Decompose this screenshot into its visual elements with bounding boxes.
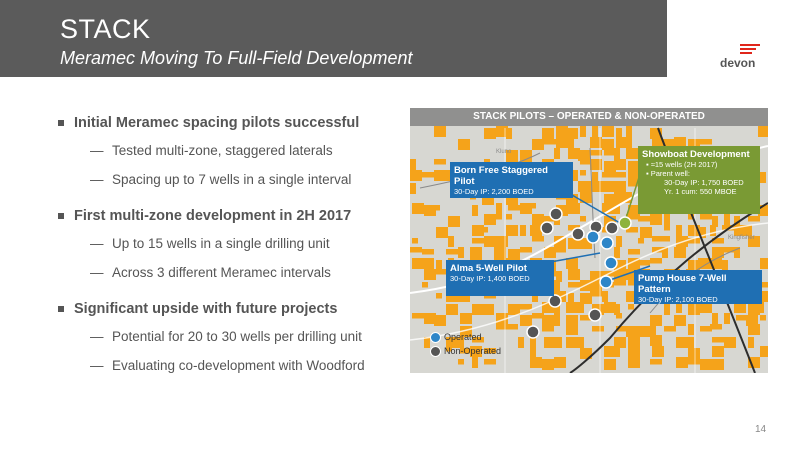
acreage-block (614, 172, 626, 178)
acreage-block (422, 258, 434, 269)
acreage-block (578, 302, 584, 313)
acreage-block (652, 236, 664, 242)
acreage-block (602, 126, 614, 137)
slide-title: STACK (60, 14, 151, 44)
acreage-block (688, 348, 700, 359)
acreage-block (554, 148, 560, 159)
acreage-block (412, 238, 418, 244)
acreage-block (628, 304, 634, 310)
acreage-block (520, 315, 532, 326)
acreage-block (640, 227, 652, 238)
stack-pilots-map (410, 108, 768, 373)
acreage-block (446, 304, 458, 315)
acreage-block (568, 269, 580, 280)
acreage-block (688, 304, 700, 315)
acreage-block (698, 258, 710, 269)
acreage-block (710, 324, 722, 330)
acreage-block (712, 313, 718, 324)
acreage-block (664, 225, 670, 231)
sub-bullet-item: — Tested multi-zone, staggered laterals (90, 143, 333, 158)
sub-bullet-text: Tested multi-zone, staggered laterals (112, 143, 333, 158)
square-bullet-icon (58, 213, 64, 219)
acreage-block (700, 214, 712, 220)
callout-title: Born Free Staggered Pilot (454, 165, 548, 187)
acreage-block (410, 247, 422, 253)
acreage-block (496, 203, 502, 214)
logo-text: devon (720, 56, 756, 70)
map-legend (428, 330, 528, 366)
bullet-text: Significant upside with future projects (74, 301, 338, 317)
bullet-list (58, 112, 398, 375)
showboat-well-marker (619, 217, 631, 229)
acreage-block (530, 357, 542, 368)
acreage-block (412, 313, 424, 319)
bullet-text: First multi-zone development in 2H 2017 (74, 208, 352, 224)
acreage-block (592, 326, 604, 332)
map-title: STACK PILOTS – OPERATED & NON-OPERATED (410, 108, 768, 126)
acreage-block (614, 346, 620, 357)
acreage-block (760, 315, 766, 321)
acreage-block (458, 247, 464, 258)
acreage-block (542, 128, 554, 139)
acreage-block (638, 326, 650, 337)
acreage-block (410, 183, 416, 194)
sub-bullet-text: Spacing up to 7 wells in a single interval (112, 172, 352, 187)
acreage-block (508, 304, 520, 315)
alma-callout (446, 260, 554, 296)
acreage-block (712, 337, 724, 343)
acreage-block (688, 337, 694, 348)
acreage-block (556, 271, 562, 282)
acreage-block (616, 313, 622, 319)
acreage-block (604, 359, 616, 370)
square-bullet-icon (58, 306, 64, 312)
callout-line: ▪ Parent well: (646, 169, 690, 178)
acreage-block (748, 324, 760, 335)
acreage-block (494, 247, 506, 258)
acreage-block (638, 260, 650, 266)
showboat-callout (638, 146, 760, 214)
callout-line: Yr. 1 cum: 550 MBOE (664, 187, 737, 196)
acreage-block (650, 258, 662, 264)
acreage-block (544, 337, 556, 348)
acreage-block (556, 337, 562, 348)
logo-mark-icon (740, 44, 760, 56)
acreage-block (434, 170, 446, 181)
square-bullet-icon (58, 120, 64, 126)
acreage-block (566, 337, 578, 348)
acreage-block (724, 337, 736, 348)
acreage-block (506, 225, 518, 236)
acreage-block (554, 315, 560, 326)
acreage-block (544, 139, 556, 145)
acreage-block (542, 359, 554, 370)
acreage-block (496, 214, 502, 220)
acreage-block (448, 236, 454, 247)
acreage-block (446, 249, 458, 255)
callout-title: Alma 5-Well Pilot (450, 263, 527, 274)
bullet-text: Initial Meramec spacing pilots successful (74, 115, 360, 131)
acreage-block (650, 315, 662, 326)
acreage-block (724, 214, 730, 225)
acreage-block (580, 216, 586, 222)
sub-bullet-item: — Spacing up to 7 wells in a single interval (90, 172, 352, 187)
acreage-block (674, 315, 686, 326)
acreage-block (638, 238, 644, 244)
header-band (0, 0, 667, 77)
acreage-block (602, 139, 614, 150)
non-operated-well-marker (589, 309, 601, 321)
acreage-block (530, 225, 542, 236)
sub-bullet-item: — Potential for 20 to 30 wells per drilling unit (90, 329, 362, 344)
operated-well-marker (600, 276, 612, 288)
acreage-block (422, 249, 434, 255)
acreage-block (712, 359, 724, 370)
non-operated-well-marker (550, 208, 562, 220)
acreage-block (520, 304, 532, 310)
acreage-block (664, 326, 676, 332)
callout-line: ▪ ≈15 wells (2H 2017) (646, 160, 718, 169)
acreage-block (580, 126, 586, 137)
acreage-block (472, 205, 478, 216)
sub-bullet-text: Across 3 different Meramec intervals (112, 265, 331, 280)
sub-bullet-text: Potential for 20 to 30 wells per drilling unit (112, 329, 362, 344)
acreage-block (628, 346, 640, 357)
acreage-block (410, 170, 422, 181)
acreage-block (520, 225, 526, 236)
pump-house-callout (634, 270, 762, 304)
acreage-block (530, 346, 536, 357)
acreage-block (688, 324, 694, 335)
acreage-block (542, 326, 554, 332)
acreage-block (760, 346, 768, 357)
acreage-block (580, 170, 586, 176)
acreage-block (568, 203, 580, 214)
bullet-item (58, 205, 398, 227)
callout-title: Pump House 7-Well Pattern (638, 273, 727, 295)
acreage-block (674, 247, 686, 258)
acreage-block (458, 139, 470, 150)
acreage-block (616, 236, 622, 247)
acreage-block (496, 236, 508, 247)
acreage-block (760, 258, 768, 269)
acreage-block (532, 236, 544, 242)
acreage-block (748, 337, 754, 348)
acreage-block (568, 282, 580, 288)
bullet-item (58, 112, 398, 134)
page-number: 14 (755, 424, 767, 435)
acreage-block (710, 225, 716, 236)
acreage-block (506, 214, 512, 220)
acreage-block (700, 139, 712, 145)
acreage-block (614, 159, 626, 170)
callout-detail: 30-Day IP: 2,200 BOED (454, 187, 534, 196)
acreage-block (602, 291, 608, 302)
acreage-block (650, 214, 662, 225)
callout-detail: 30-Day IP: 1,400 BOED (450, 274, 530, 283)
acreage-block (578, 181, 590, 192)
acreage-block (628, 249, 640, 255)
acreage-block (724, 313, 730, 324)
acreage-block (506, 128, 512, 139)
non-operated-well-marker (606, 222, 618, 234)
acreage-block (436, 293, 442, 299)
operated-well-marker (605, 257, 617, 269)
acreage-block (422, 172, 434, 178)
acreage-block (484, 214, 496, 225)
acreage-block (758, 126, 768, 137)
acreage-block (712, 346, 724, 357)
callout-detail: 30-Day IP: 2,100 BOED (638, 295, 718, 304)
operated-well-marker (587, 231, 599, 243)
acreage-block (434, 126, 446, 137)
born-free-callout (450, 162, 573, 198)
acreage-block (578, 337, 584, 348)
acreage-block (638, 216, 650, 222)
acreage-block (530, 203, 536, 209)
acreage-block (664, 214, 670, 225)
acreage-block (676, 225, 682, 236)
acreage-block (566, 302, 578, 313)
acreage-block (532, 139, 544, 150)
callout-title: Showboat Development (642, 149, 750, 160)
legend-label: Operated (444, 332, 482, 342)
acreage-block (650, 335, 662, 346)
acreage-block (664, 236, 670, 242)
callout-line: 30-Day IP: 1,750 BOED (664, 178, 744, 187)
place-label-top: Kluno (496, 149, 512, 155)
devon-logo (720, 44, 760, 70)
acreage-block (748, 216, 760, 222)
acreage-block (614, 280, 626, 286)
acreage-block (482, 304, 494, 315)
acreage-block (602, 181, 614, 192)
non-operated-well-marker (572, 228, 584, 240)
non-operated-dot-icon (430, 346, 441, 357)
slide-subtitle: Meramec Moving To Full-Field Development (60, 48, 413, 68)
sub-bullet-text: Up to 15 wells in a single drilling unit (112, 236, 330, 251)
legend-item-non-operated (428, 344, 528, 358)
bullet-item (58, 298, 398, 320)
operated-well-marker (601, 237, 613, 249)
acreage-block (554, 247, 566, 253)
acreage-block (652, 346, 664, 357)
acreage-block (412, 203, 424, 214)
acreage-block (470, 247, 482, 258)
acreage-block (760, 172, 766, 183)
legend-item-operated (428, 330, 528, 344)
acreage-block (700, 359, 712, 370)
acreage-block (592, 126, 598, 137)
acreage-block (484, 128, 496, 139)
non-operated-well-marker (527, 326, 539, 338)
acreage-block (628, 357, 640, 368)
acreage-block (676, 357, 688, 368)
operated-dot-icon (430, 332, 441, 343)
acreage-block (520, 247, 532, 253)
acreage-block (554, 357, 566, 368)
acreage-block (602, 172, 614, 178)
place-label-right: Kingfisher (728, 235, 755, 241)
sub-bullet-item: — Evaluating co-development with Woodford (90, 358, 365, 373)
acreage-block (410, 159, 416, 170)
acreage-block (614, 247, 620, 258)
acreage-block (448, 216, 460, 227)
acreage-block (484, 236, 496, 247)
non-operated-well-marker (549, 295, 561, 307)
sub-bullet-text: Evaluating co-development with Woodford (112, 358, 365, 373)
acreage-block (436, 227, 448, 238)
acreage-block (626, 126, 632, 137)
acreage-block (424, 269, 436, 280)
acreage-block (650, 359, 662, 365)
legend-label: Non-Operated (444, 346, 502, 356)
acreage-block (566, 324, 578, 335)
acreage-block (626, 148, 638, 159)
acreage-block (422, 282, 428, 288)
acreage-block (626, 326, 638, 337)
acreage-block (614, 148, 620, 159)
acreage-block (434, 315, 446, 326)
sub-bullet-item: — Up to 15 wells in a single drilling unit (90, 236, 330, 251)
acreage-block (434, 205, 440, 211)
acreage-block (614, 181, 626, 192)
acreage-block (688, 359, 700, 365)
acreage-block (566, 258, 578, 269)
acreage-block (722, 247, 734, 253)
non-operated-well-marker (541, 222, 553, 234)
acreage-block (542, 315, 554, 326)
sub-bullet-item: — Across 3 different Meramec intervals (90, 265, 331, 280)
acreage-block (472, 238, 484, 244)
acreage-block (676, 337, 688, 348)
acreage-block (664, 304, 670, 315)
acreage-block (506, 324, 518, 330)
acreage-block (626, 137, 632, 148)
acreage-block (460, 313, 472, 324)
acreage-block (556, 137, 568, 148)
acreage-block (508, 205, 520, 211)
acreage-block (482, 227, 488, 233)
acreage-block (434, 159, 446, 165)
